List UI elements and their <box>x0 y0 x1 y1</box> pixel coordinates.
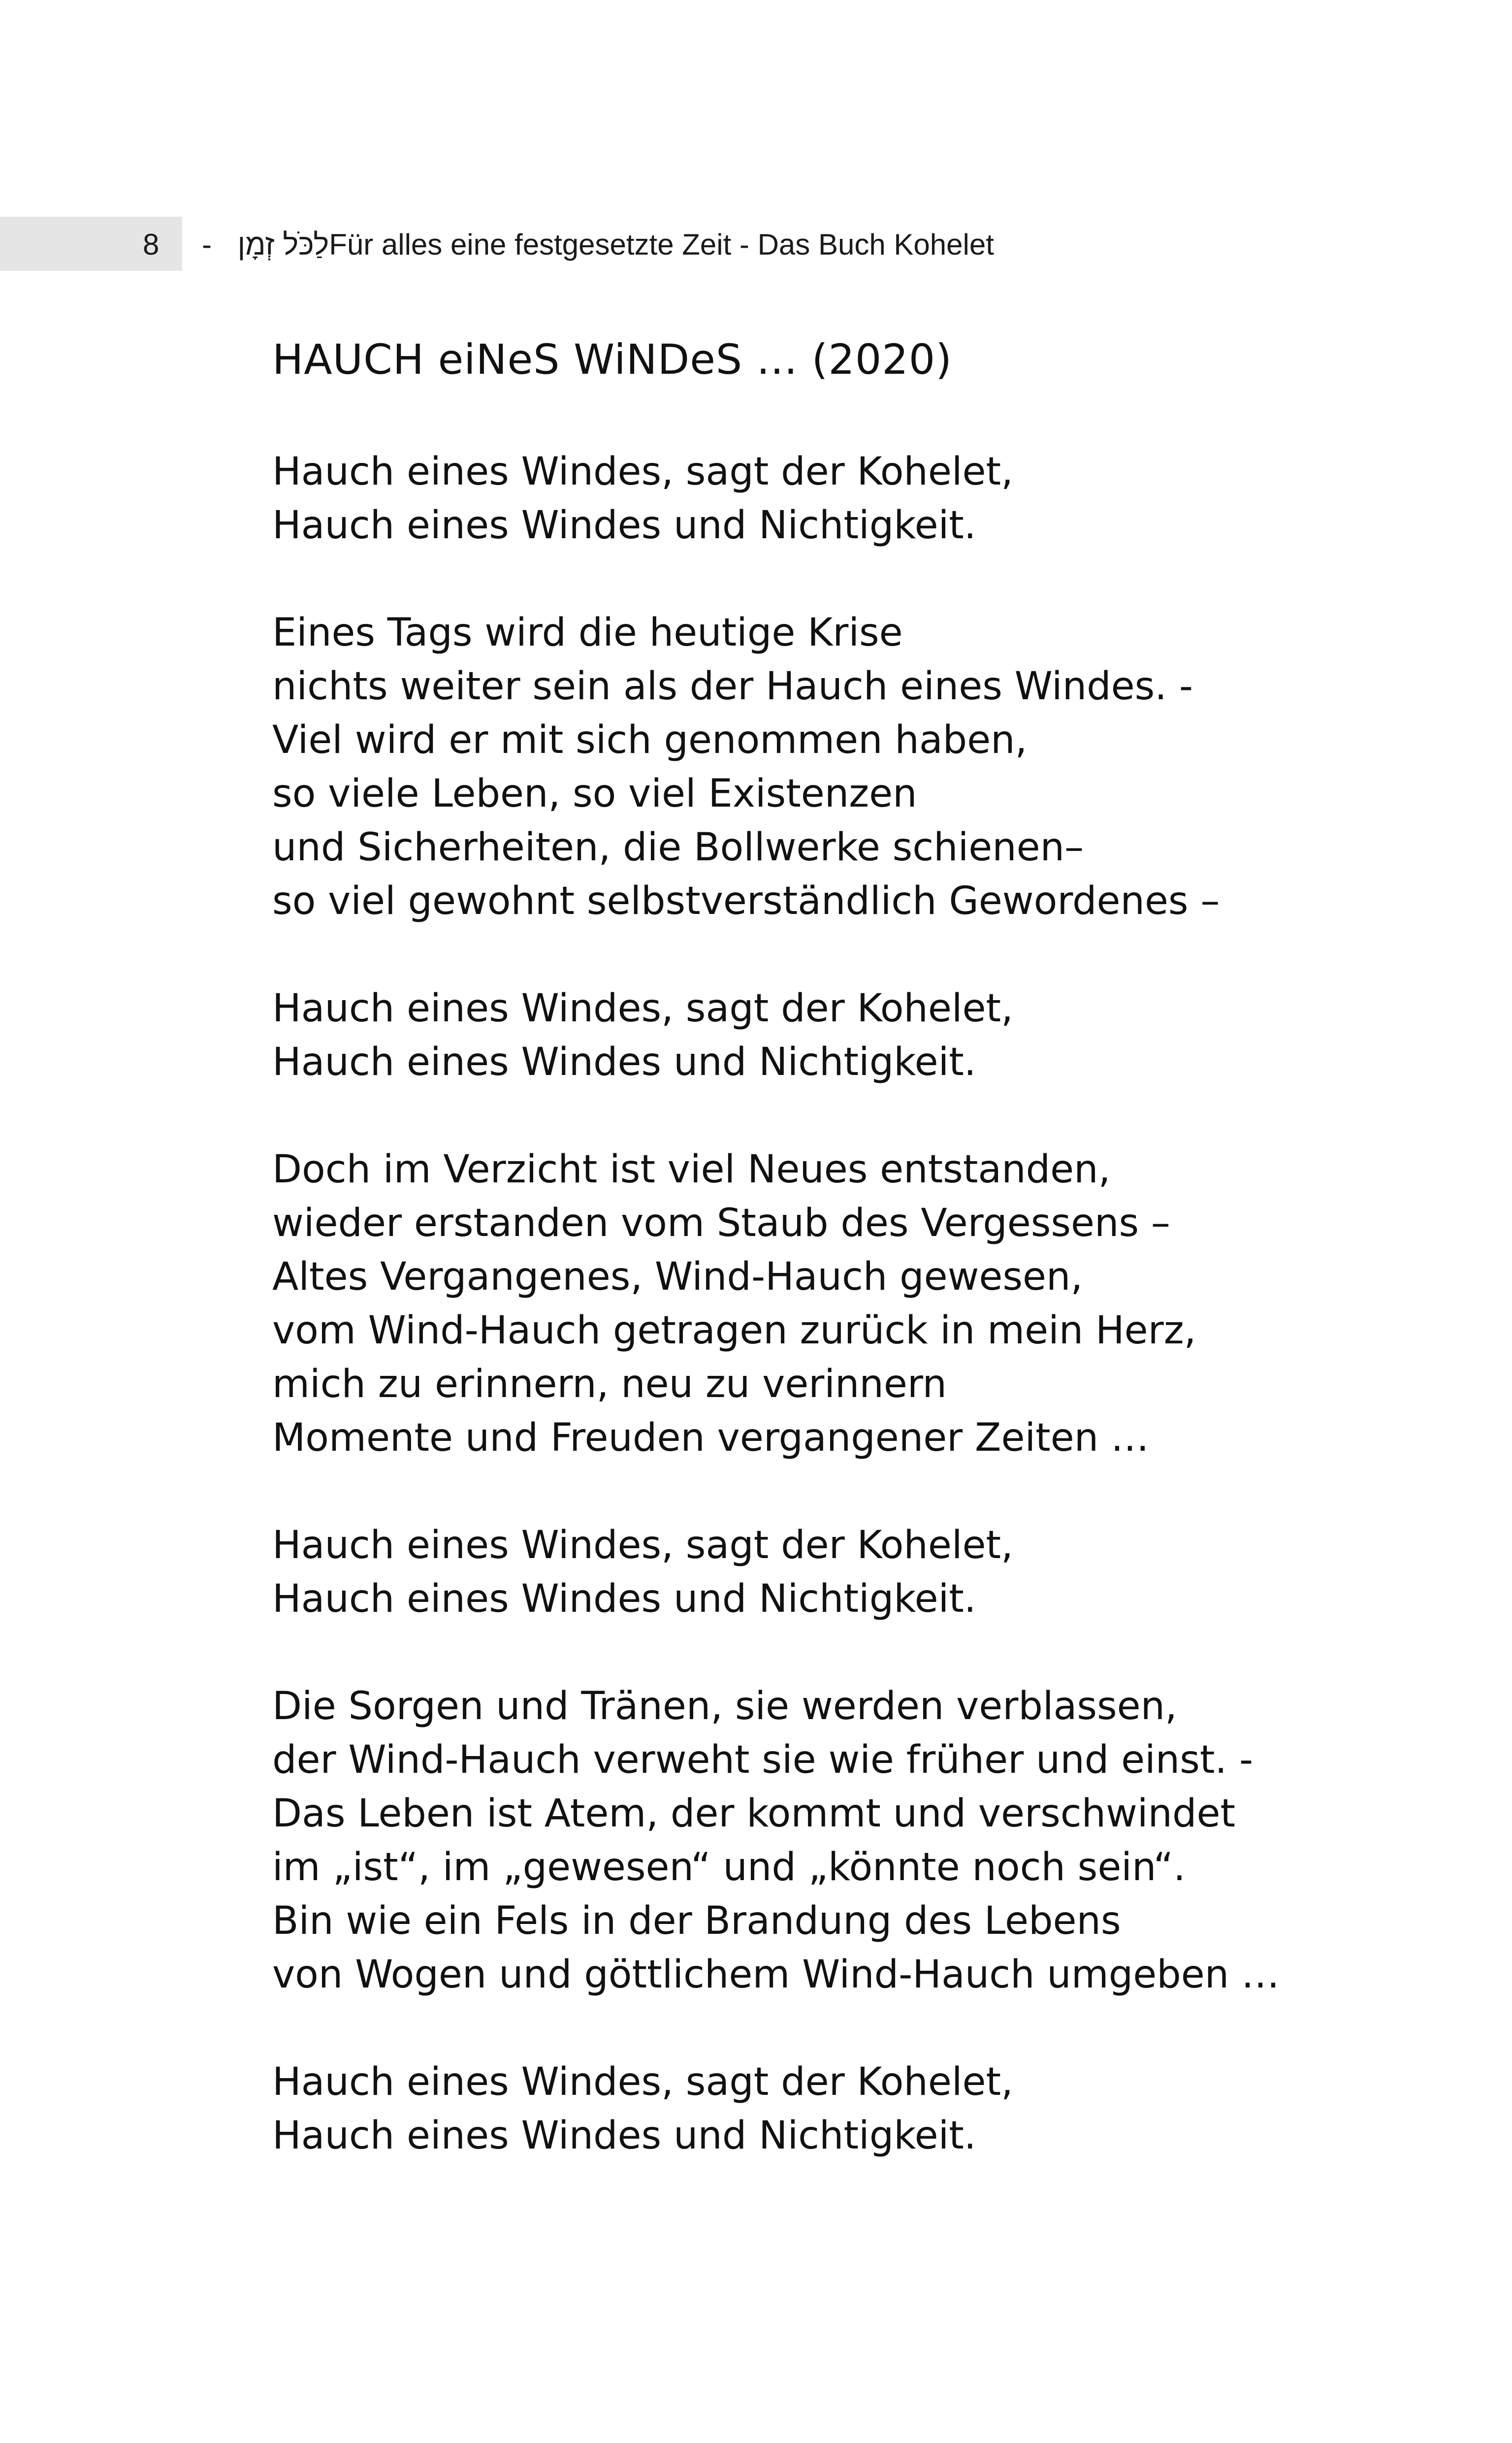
poem-line: Hauch eines Windes und Nichtigkeit. <box>272 1040 976 1084</box>
stanza-refrain-4 <box>272 2055 1306 2163</box>
stanza-refrain-2 <box>272 982 1306 1089</box>
page-number: 8 <box>143 228 160 261</box>
poem-line: Bin wie ein Fels in der Brandung des Lebens <box>272 1899 1121 1943</box>
header-separator: - <box>202 228 212 261</box>
poem-line: von Wogen und göttlichem Wind-Hauch umgeben … <box>272 1953 1280 1997</box>
poem-line: so viele Leben, so viel Existenzen <box>272 772 917 816</box>
poem-line: Doch im Verzicht ist viel Neues entstanden, <box>272 1147 1111 1192</box>
poem <box>272 327 1306 2163</box>
poem-line: so viel gewohnt selbstverständlich Gewordenes – <box>272 879 1220 923</box>
stanza-sorrows <box>272 1680 1306 2002</box>
poem-line: Die Sorgen und Tränen, sie werden verblassen, <box>272 1684 1177 1728</box>
poem-title: HAUCH eiNeS WiNDeS … (2020) <box>272 335 952 384</box>
poem-line: Eines Tags wird die heutige Krise <box>272 611 903 655</box>
running-header <box>202 228 994 262</box>
poem-line: der Wind-Hauch verweht sie wie früher und einst. - <box>272 1738 1254 1782</box>
poem-line: wieder erstanden vom Staub des Vergessens – <box>272 1201 1170 1245</box>
poem-line: im „ist“, im „gewesen“ und „könnte noch sein“. <box>272 1845 1186 1889</box>
poem-line: Hauch eines Windes, sagt der Kohelet, <box>272 1523 1013 1567</box>
poem-line: Hauch eines Windes, sagt der Kohelet, <box>272 2060 1013 2104</box>
poem-line: Hauch eines Windes, sagt der Kohelet, <box>272 450 1013 494</box>
poem-line: und Sicherheiten, die Bollwerke schienen– <box>272 825 1084 870</box>
poem-line: mich zu erinnern, neu zu verinnern <box>272 1362 947 1406</box>
poem-line: Altes Vergangenes, Wind-Hauch gewesen, <box>272 1255 1083 1299</box>
poem-line: Hauch eines Windes, sagt der Kohelet, <box>272 986 1013 1031</box>
poem-line: nichts weiter sein als der Hauch eines Windes. - <box>272 664 1193 709</box>
poem-line: Hauch eines Windes und Nichtigkeit. <box>272 503 976 548</box>
stanza-refrain-1 <box>272 445 1306 553</box>
stanza-renunciation <box>272 1143 1306 1465</box>
poem-line: Momente und Freuden vergangener Zeiten … <box>272 1416 1149 1460</box>
poem-line: vom Wind-Hauch getragen zurück in mein Herz, <box>272 1308 1196 1353</box>
stanza-refrain-3 <box>272 1519 1306 1626</box>
poem-line: Hauch eines Windes und Nichtigkeit. <box>272 2114 976 2158</box>
header-book-title: Für alles eine festgesetzte Zeit - Das Buch Kohelet <box>329 228 994 261</box>
poem-line: Hauch eines Windes und Nichtigkeit. <box>272 1577 976 1621</box>
header-hebrew-title: לַכֹּל זְמָן <box>237 228 329 261</box>
stanza-crisis <box>272 606 1306 928</box>
poem-line: Viel wird er mit sich genommen haben, <box>272 718 1028 762</box>
poem-line: Das Leben ist Atem, der kommt und verschwindet <box>272 1792 1236 1836</box>
